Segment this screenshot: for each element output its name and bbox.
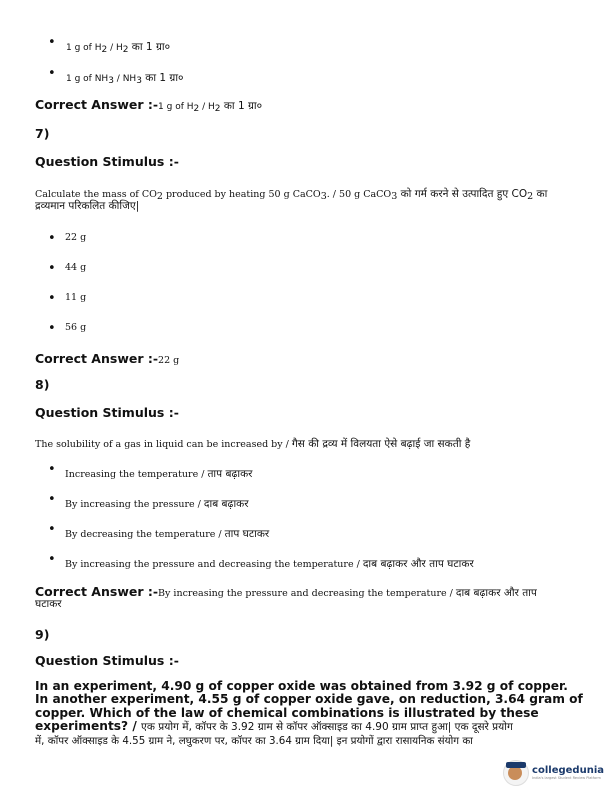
stimulus-line: In another experiment, 4.55 g of copper oxide gave, on reduction, 3.64 gram of <box>35 692 583 707</box>
question-number: 9) <box>35 627 50 642</box>
bullet: • <box>48 321 56 336</box>
option-1[interactable]: 22 g <box>65 232 87 243</box>
bullet: • <box>48 261 56 276</box>
stimulus-line: experiments? / एक प्रयोग में, कॉपर के 3.92 ग्राम से कॉपर ऑक्साइड का 4.90 ग्राम प्राप्त हुआ| एक दूसरे प्रयोग <box>35 719 513 734</box>
question-stimulus <box>35 679 583 748</box>
correct-answer-prev: Correct Answer :-1 g of $H_2 / H_2$ का 1 ग्रा० <box>35 97 263 114</box>
option-1[interactable]: Increasing the temperature / ताप बढ़ाकर <box>65 468 253 480</box>
bullet: • <box>48 291 56 306</box>
mascot-icon <box>503 760 529 786</box>
correct-answer-cont: घटाकर <box>35 598 62 610</box>
question-stimulus: Calculate the mass of $CO_2$ produced by heating 50 g CaCO$_3$. / 50 g CaCO$_3$ को गर्म करने से उत्पादित हुए $CO_2$ का <box>35 188 548 202</box>
question-stimulus-label: Question Stimulus :- <box>35 405 179 420</box>
question-number: 7) <box>35 126 50 141</box>
bullet: • <box>48 552 56 567</box>
correct-answer: Correct Answer :-22 g <box>35 351 180 366</box>
option-2[interactable]: 44 g <box>65 262 87 273</box>
stimulus-line: copper. Which of the law of chemical combinations is illustrated by these <box>35 705 539 720</box>
option-2[interactable]: 1 g of $NH_3 / NH_3$ का 1 ग्रा० <box>66 72 184 86</box>
option-2[interactable]: By increasing the pressure / दाब बढ़ाकर <box>65 498 249 510</box>
bullet: • <box>48 492 56 507</box>
option-3[interactable]: 11 g <box>65 292 87 303</box>
bullet: • <box>48 462 56 477</box>
correct-answer: Correct Answer :-By increasing the pressure and decreasing the temperature / दाब बढ़ाकर और ताप <box>35 584 537 599</box>
stimulus-line: In an experiment, 4.90 g of copper oxide was obtained from 3.92 g of copper. <box>35 679 568 693</box>
stimulus-line: में, कॉपर ऑक्साइड के 4.55 ग्राम ने, लघुकरण पर, कॉपर का 3.64 ग्राम दिया| इन प्रयोगों द्वारा रासायनिक संयोग का <box>35 734 473 747</box>
option-4[interactable]: By increasing the pressure and decreasing the temperature / दाब बढ़ाकर और ताप घटाकर <box>65 558 474 570</box>
bullet: • <box>48 522 56 537</box>
question-number: 8) <box>35 377 50 392</box>
bullet: • <box>48 35 56 50</box>
option-1[interactable]: 1 g of $H_2 / H_2$ का 1 ग्रा० <box>66 41 171 55</box>
question-stimulus-label: Question Stimulus :- <box>35 653 179 668</box>
option-3[interactable]: By decreasing the temperature / ताप घटाकर <box>65 528 270 540</box>
collegedunia-logo: collegedunia India's largest Student Review Platform <box>503 760 604 786</box>
bullet: • <box>48 66 56 81</box>
question-stimulus-label: Question Stimulus :- <box>35 154 179 169</box>
question-stimulus-cont: द्रव्यमान परिकलित कीजिए| <box>35 200 140 212</box>
bullet: • <box>48 231 56 246</box>
option-4[interactable]: 56 g <box>65 322 87 333</box>
question-stimulus: The solubility of a gas in liquid can be increased by / गैस की द्रव्य में विलयता ऐसे बढ़ाई जा सकती है <box>35 438 471 450</box>
